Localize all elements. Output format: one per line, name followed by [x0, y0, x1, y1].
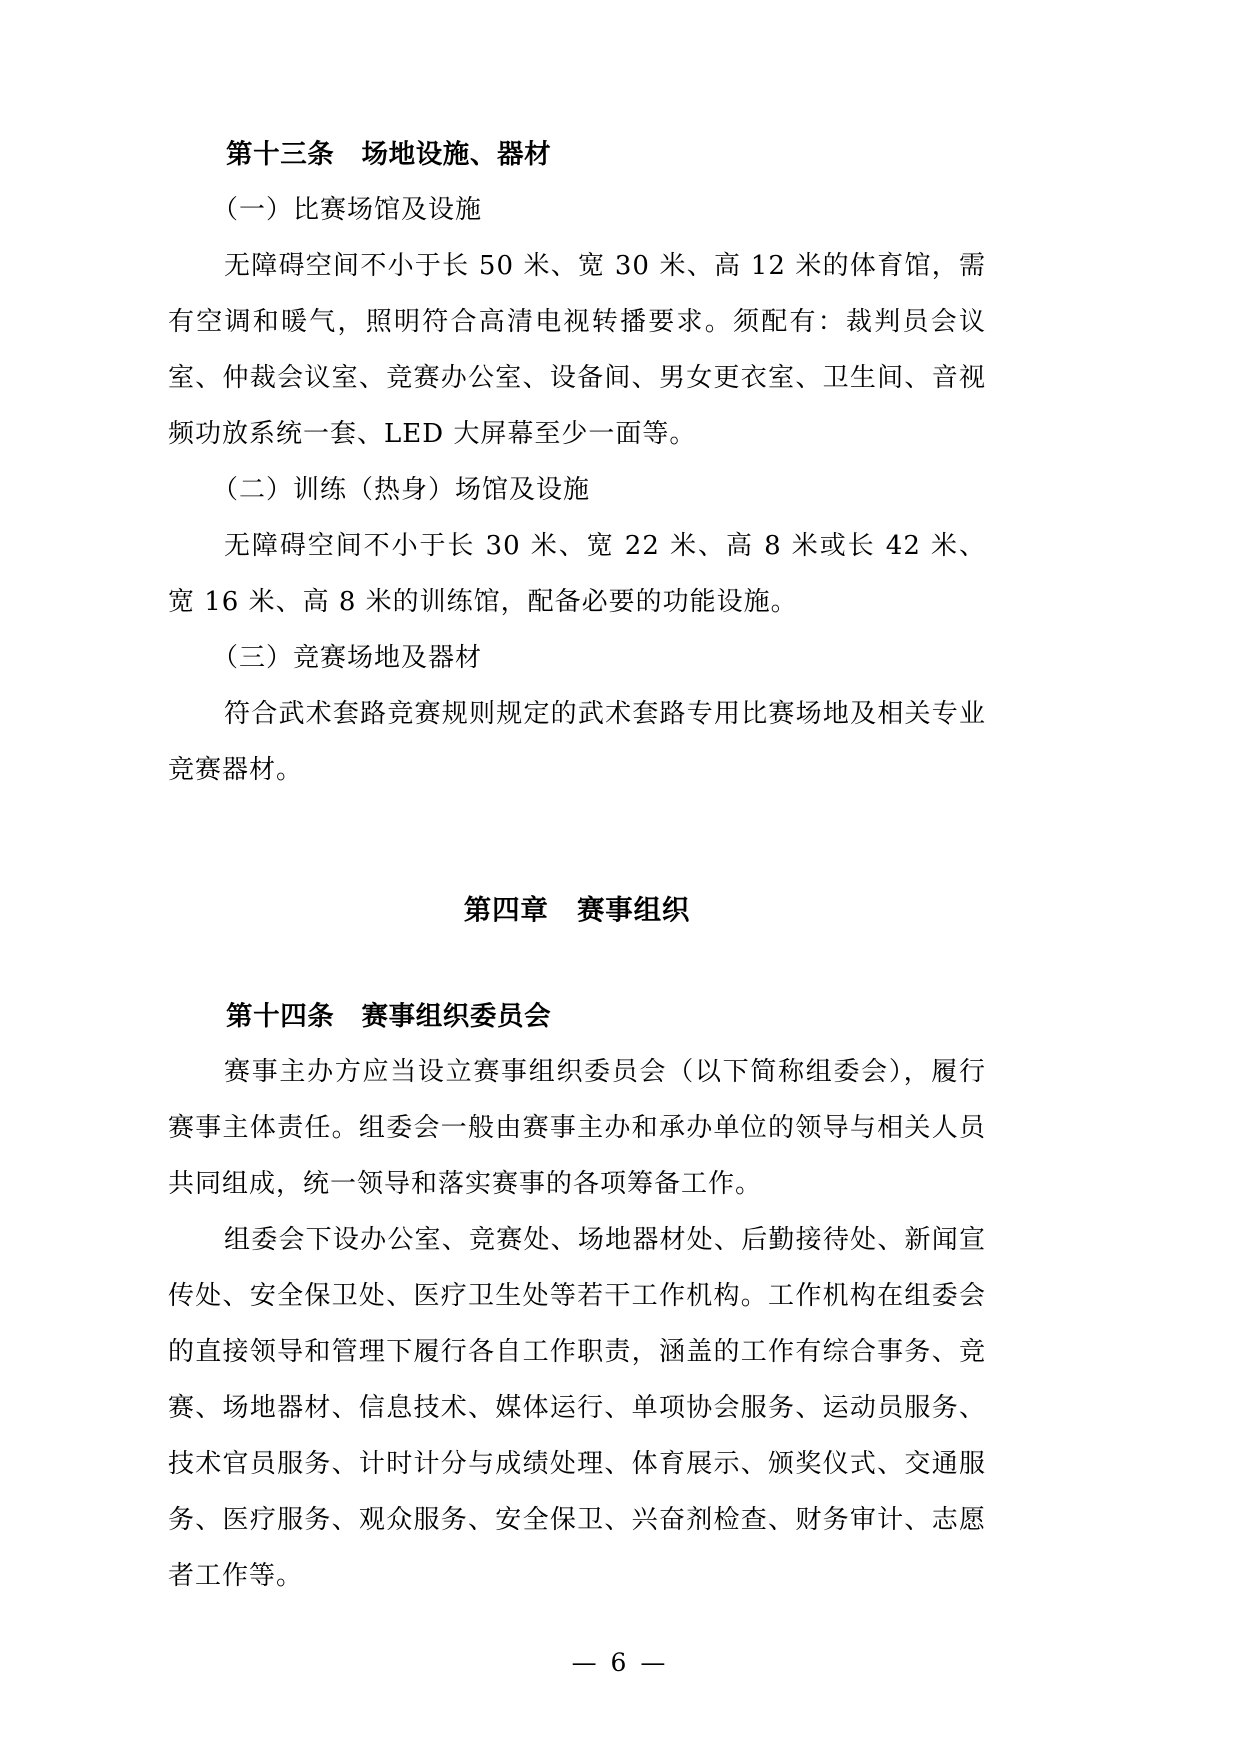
chapter-4-heading: 第四章 赛事组织 [463, 894, 691, 925]
spacer-after-chapter-4 [168, 938, 986, 988]
article-13-item-3-body: 符合武术套路竞赛规则规定的武术套路专用比赛场地及相关专业竞赛器材。 [168, 699, 986, 785]
spacer-before-chapter-4 [168, 798, 986, 882]
article-13-item-1-body: 无障碍空间不小于长 50 米、宽 30 米、高 12 米的体育馆，需有空调和暖气，照明符合高清电视转播要求。须配有：裁判员会议室、仲裁会议室、竞赛办公室、设备间、男女更衣室、卫生间、音视频功放系统一套、LED 大屏幕至少一面等。 [168, 251, 986, 449]
article-13-item-2-title: （二）训练（热身）场馆及设施 [212, 475, 591, 505]
article-13-item-2-body: 无障碍空间不小于长 30 米、宽 22 米、高 8 米或长 42 米、宽 16 米、高 8 米的训练馆，配备必要的功能设施。 [168, 531, 986, 617]
article-14-heading: 第十四条 赛事组织委员会 [226, 1001, 552, 1031]
article-14-par-1: 赛事主办方应当设立赛事组织委员会（以下简称组委会），履行赛事主体责任。组委会一般由赛事主办和承办单位的领导与相关人员共同组成，统一领导和落实赛事的各项筹备工作。 [168, 1057, 986, 1199]
article-13-heading: 第十三条 场地设施、器材 [226, 139, 552, 169]
article-13-item-3-title: （三）竞赛场地及器材 [212, 643, 483, 673]
page-content-column [168, 126, 986, 1604]
article-14-par-2: 组委会下设办公室、竞赛处、场地器材处、后勤接待处、新闻宣传处、安全保卫处、医疗卫生处等若干工作机构。工作机构在组委会的直接领导和管理下履行各自工作职责，涵盖的工作有综合事务、竞赛、场地器材、信息技术、媒体运行、单项协会服务、运动员服务、技术官员服务、计时计分与成绩处理、体育展示、颁奖仪式、交通服务、医疗服务、观众服务、安全保卫、兴奋剂检查、财务审计、志愿者工作等。 [168, 1225, 986, 1591]
article-13-item-1-title: （一）比赛场馆及设施 [212, 195, 483, 225]
page-number-footer: — 6 — [571, 1648, 669, 1677]
